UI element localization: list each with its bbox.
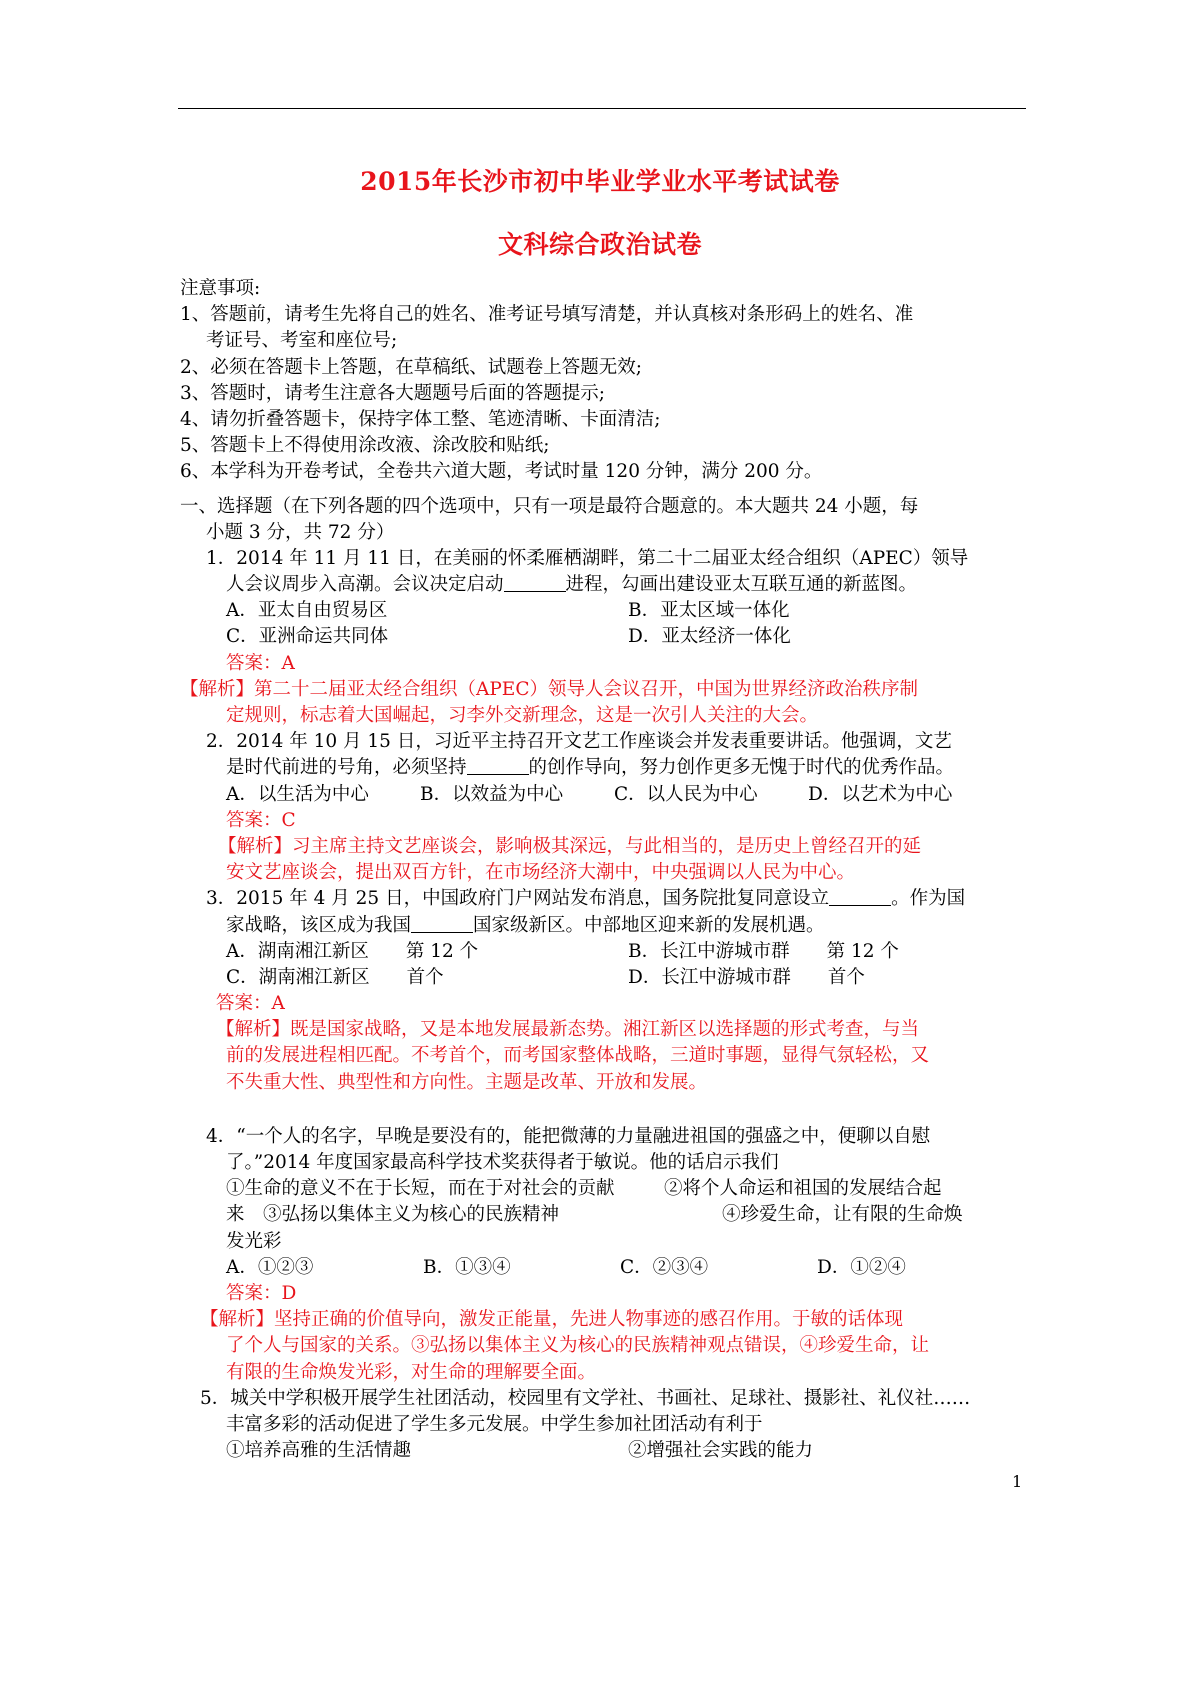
option-c: C．湖南湘江新区 首个	[226, 966, 444, 988]
options-row	[180, 939, 1024, 965]
question-2	[180, 729, 1024, 886]
statement: 来 ③弘扬以集体主义为核心的民族精神	[226, 1204, 560, 1226]
statement: ①生命的意义不在于长短，而在于对社会的贡献	[226, 1178, 615, 1200]
analysis-text: 【解析】第二十二届亚太经合组织（APEC）领导人会议召开，中国为世界经济政治秩序制	[180, 678, 918, 700]
analysis-text: 前的发展进程相匹配。不考首个，而考国家整体战略，三道时事题，显得气氛轻松，又	[226, 1045, 930, 1067]
option-c: C．亚洲命运共同体	[226, 626, 389, 648]
question-stem: 人会议周步入高潮。会议决定启动 进程，勾画出建设亚太互联互通的新蓝图。	[226, 574, 918, 596]
statement: ②将个人命运和祖国的发展结合起	[664, 1178, 942, 1200]
option-b: B．亚太区域一体化	[628, 600, 790, 622]
options-row	[180, 1255, 1024, 1281]
notice-item: 考证号、考室和座位号;	[206, 330, 398, 352]
option-c: C．以人民为中心	[614, 783, 758, 805]
option-d: D．长江中游城市群 首个	[628, 966, 865, 988]
analysis-text: 安文艺座谈会，提出双百方针，在市场经济大潮中，中央强调以人民为中心。	[226, 862, 856, 884]
option-b: B．①③④	[423, 1256, 511, 1278]
analysis-text: 有限的生命焕发光彩，对生命的理解要全面。	[226, 1361, 597, 1383]
answer-text: 答案：A	[216, 993, 285, 1015]
question-stem: 丰富多彩的活动促进了学生多元发展。中学生参加社团活动有利于	[226, 1413, 763, 1435]
analysis-text: 了个人与国家的关系。③弘扬以集体主义为核心的民族精神观点错误，④珍爱生命，让	[226, 1335, 930, 1357]
answer-text: 答案：A	[226, 652, 295, 674]
question-stem: 3．2015 年 4 月 25 日，中国政府门户网站发布消息，国务院批复同意设立 。作为国	[206, 888, 966, 910]
page-number: 1	[1012, 1472, 1023, 1491]
option-b: B．长江中游城市群 第 12 个	[628, 940, 899, 962]
options-row	[180, 624, 1024, 650]
notice-section	[180, 276, 1024, 486]
analysis-text: 定规则，标志着大国崛起，习李外交新理念，这是一次引人关注的大会。	[226, 705, 819, 726]
question-stem: 2．2014 年 10 月 15 日，习近平主持召开文艺工作座谈会并发表重要讲话。他强调，文艺	[206, 731, 952, 753]
question-stem: 5．城关中学积极开展学生社团活动，校园里有文学社、书画社、足球社、摄影社、礼仪社……	[200, 1387, 971, 1409]
analysis-text: 【解析】习主席主持文艺座谈会，影响极其深远，与此相当的，是历史上曾经召开的延	[218, 835, 922, 857]
answer-blank	[467, 756, 529, 775]
section-heading	[180, 494, 1024, 546]
statement: ①培养高雅的生活情趣	[226, 1440, 412, 1462]
question-3	[180, 886, 1024, 1096]
option-a: A．湖南湘江新区 第 12 个	[226, 940, 479, 962]
question-stem: 4．“一个人的名字，早晚是要没有的，能把微薄的力量融进祖国的强盛之中，便聊以自慰	[206, 1125, 931, 1147]
notice-item: 4、请勿折叠答题卡，保持字体工整、笔迹清晰、卡面清洁;	[180, 408, 661, 430]
section-heading-line: 一、选择题（在下列各题的四个选项中，只有一项是最符合题意的。本大题共 24 小题，每	[180, 495, 919, 517]
option-a: A．亚太自由贸易区	[226, 600, 388, 622]
options-row	[180, 598, 1024, 624]
statement-row	[180, 1438, 1024, 1464]
option-a: A．以生活为中心	[226, 783, 369, 805]
notice-item: 3、答题时，请考生注意各大题题号后面的答题提示;	[180, 382, 606, 404]
section-heading-line: 小题 3 分，共 72 分）	[206, 521, 395, 543]
question-stem: 1．2014 年 11 月 11 日，在美丽的怀柔雁栖湖畔，第二十二届亚太经合组织（APEC）领导	[206, 547, 969, 569]
question-stem: 是时代前进的号角，必须坚持 的创作导向，努力创作更多无愧于时代的优秀作品。	[226, 757, 955, 779]
options-row	[180, 965, 1024, 991]
question-stem: 家战略，该区成为我国 国家级新区。中部地区迎来新的发展机遇。	[226, 914, 825, 936]
option-b: B．以效益为中心	[420, 783, 564, 805]
notice-item: 2、必须在答题卡上答题，在草稿纸、试题卷上答题无效;	[180, 356, 643, 378]
notice-item: 6、本学科为开卷考试，全卷共六道大题，考试时量 120 分钟，满分 200 分。	[180, 461, 823, 483]
header-rule	[178, 108, 1026, 109]
notice-item: 5、答题卡上不得使用涂改液、涂改胶和贴纸;	[180, 435, 550, 457]
answer-text: 答案：C	[226, 809, 296, 831]
statement: ②增强社会实践的能力	[628, 1440, 814, 1462]
analysis-text: 【解析】既是国家战略，又是本地发展最新态势。湘江新区以选择题的形式考查，与当	[216, 1019, 920, 1041]
page-subtitle: 文科综合政治试卷	[497, 230, 702, 259]
options-row	[180, 782, 1024, 808]
statement: 发光彩	[226, 1230, 282, 1252]
statement: ④珍爱生命，让有限的生命焕	[722, 1204, 963, 1226]
notice-item: 1、答题前，请考生先将自己的姓名、准考证号填写清楚，并认真核对条形码上的姓名、准	[180, 304, 914, 326]
question-5	[180, 1386, 1024, 1465]
exam-content	[180, 276, 1024, 1464]
option-d: D．①②④	[817, 1256, 906, 1278]
option-d: D．以艺术为中心	[808, 783, 953, 805]
answer-blank	[829, 887, 891, 906]
analysis-text: 不失重大性、典型性和方向性。主题是改革、开放和发展。	[226, 1071, 708, 1093]
option-a: A．①②③	[226, 1256, 314, 1278]
analysis-text: 【解析】坚持正确的价值导向，激发正能量，先进人物事迹的感召作用。于敏的话体现	[200, 1309, 904, 1331]
answer-blank	[411, 914, 473, 933]
question-stem: 了。”2014 年度国家最高科学技术奖获得者于敏说。他的话启示我们	[226, 1152, 779, 1173]
question-4	[180, 1124, 1024, 1386]
page-title: 2015年长沙市初中毕业学业水平考试试卷	[360, 167, 840, 196]
question-1	[180, 546, 1024, 729]
option-c: C．②③④	[620, 1256, 709, 1278]
statement-row	[180, 1202, 1024, 1228]
answer-blank	[504, 573, 566, 592]
statement-row	[180, 1176, 1024, 1202]
answer-text: 答案：D	[226, 1282, 297, 1304]
notice-heading: 注意事项:	[180, 278, 261, 299]
option-d: D．亚太经济一体化	[628, 626, 791, 648]
